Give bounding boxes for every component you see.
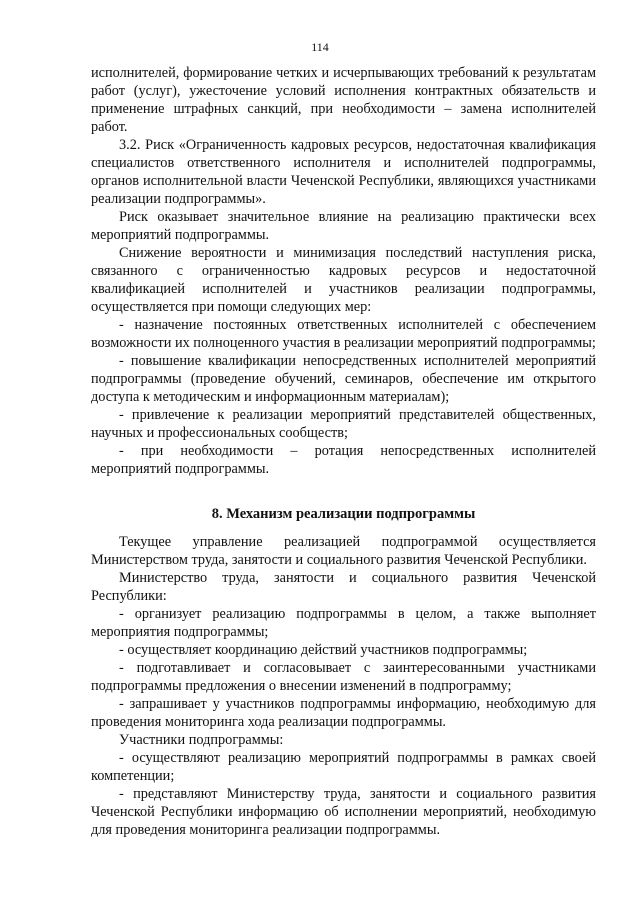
list-item: - назначение постоянных ответственных исполнителей с обеспечением возможности их полноценного участия в реализации мероприятий подпрограммы; bbox=[91, 317, 596, 351]
paragraph: Снижение вероятности и минимизация последствий наступления риска, связанного с ограниченностью кадровых ресурсов и недостаточной квалификацией исполнителей и участников реализации подпрограммы, осуществляется при помощи следующих мер: bbox=[91, 245, 596, 315]
paragraph: Текущее управление реализацией подпрограммой осуществляется Министерством труда, занятости и социального развития Чеченской Республики. bbox=[91, 534, 596, 568]
paragraph: Министерство труда, занятости и социального развития Чеченской Республики: bbox=[91, 570, 596, 604]
paragraph: исполнителей, формирование четких и исчерпывающих требований к результатам работ (услуг), ужесточение условий исполнения контрактных обязательств и применение штрафных санкций, при необходимости – замена исполнителей работ. bbox=[91, 65, 596, 135]
list-item: - организует реализацию подпрограммы в целом, а также выполняет мероприятия подпрограммы; bbox=[91, 606, 596, 640]
list-item: - при необходимости – ротация непосредственных исполнителей мероприятий подпрограммы. bbox=[91, 443, 596, 477]
page-content bbox=[91, 64, 596, 839]
paragraph: Участники подпрограммы: bbox=[119, 732, 284, 748]
list-item: - запрашивает у участников подпрограммы информацию, необходимую для проведения мониторинга хода реализации подпрограммы. bbox=[91, 696, 596, 730]
list-item: - осуществляет координацию действий участников подпрограммы; bbox=[119, 642, 528, 658]
paragraph: Риск оказывает значительное влияние на реализацию практически всех мероприятий подпрограммы. bbox=[91, 209, 596, 243]
paragraph: 3.2. Риск «Ограниченность кадровых ресурсов, недостаточная квалификация специалистов ответственного исполнителя и исполнителей подпрограммы, органов исполнительной власти Чеченской Республики, являющихся участниками реализации подпрограммы». bbox=[91, 137, 596, 207]
section-heading: 8. Механизм реализации подпрограммы bbox=[211, 506, 476, 522]
list-item: - повышение квалификации непосредственных исполнителей мероприятий подпрограммы (проведение обучений, семинаров, обеспечение им открытого доступа к методическим и информационным материалам); bbox=[91, 353, 596, 405]
list-item: - привлечение к реализации мероприятий представителей общественных, научных и профессиональных сообществ; bbox=[91, 407, 596, 441]
mechanism-section bbox=[91, 533, 596, 839]
list-item: - представляют Министерству труда, занятости и социального развития Чеченской Республики информацию об исполнении мероприятий, необходимую для проведения мониторинга реализации подпрограммы. bbox=[91, 786, 596, 838]
risk-section bbox=[91, 64, 596, 478]
list-item: - осуществляют реализацию мероприятий подпрограммы в рамках своей компетенции; bbox=[91, 750, 596, 784]
page-number: 114 bbox=[311, 40, 329, 54]
list-item: - подготавливает и согласовывает с заинтересованными участниками подпрограммы предложения о внесении изменений в подпрограмму; bbox=[91, 660, 596, 694]
